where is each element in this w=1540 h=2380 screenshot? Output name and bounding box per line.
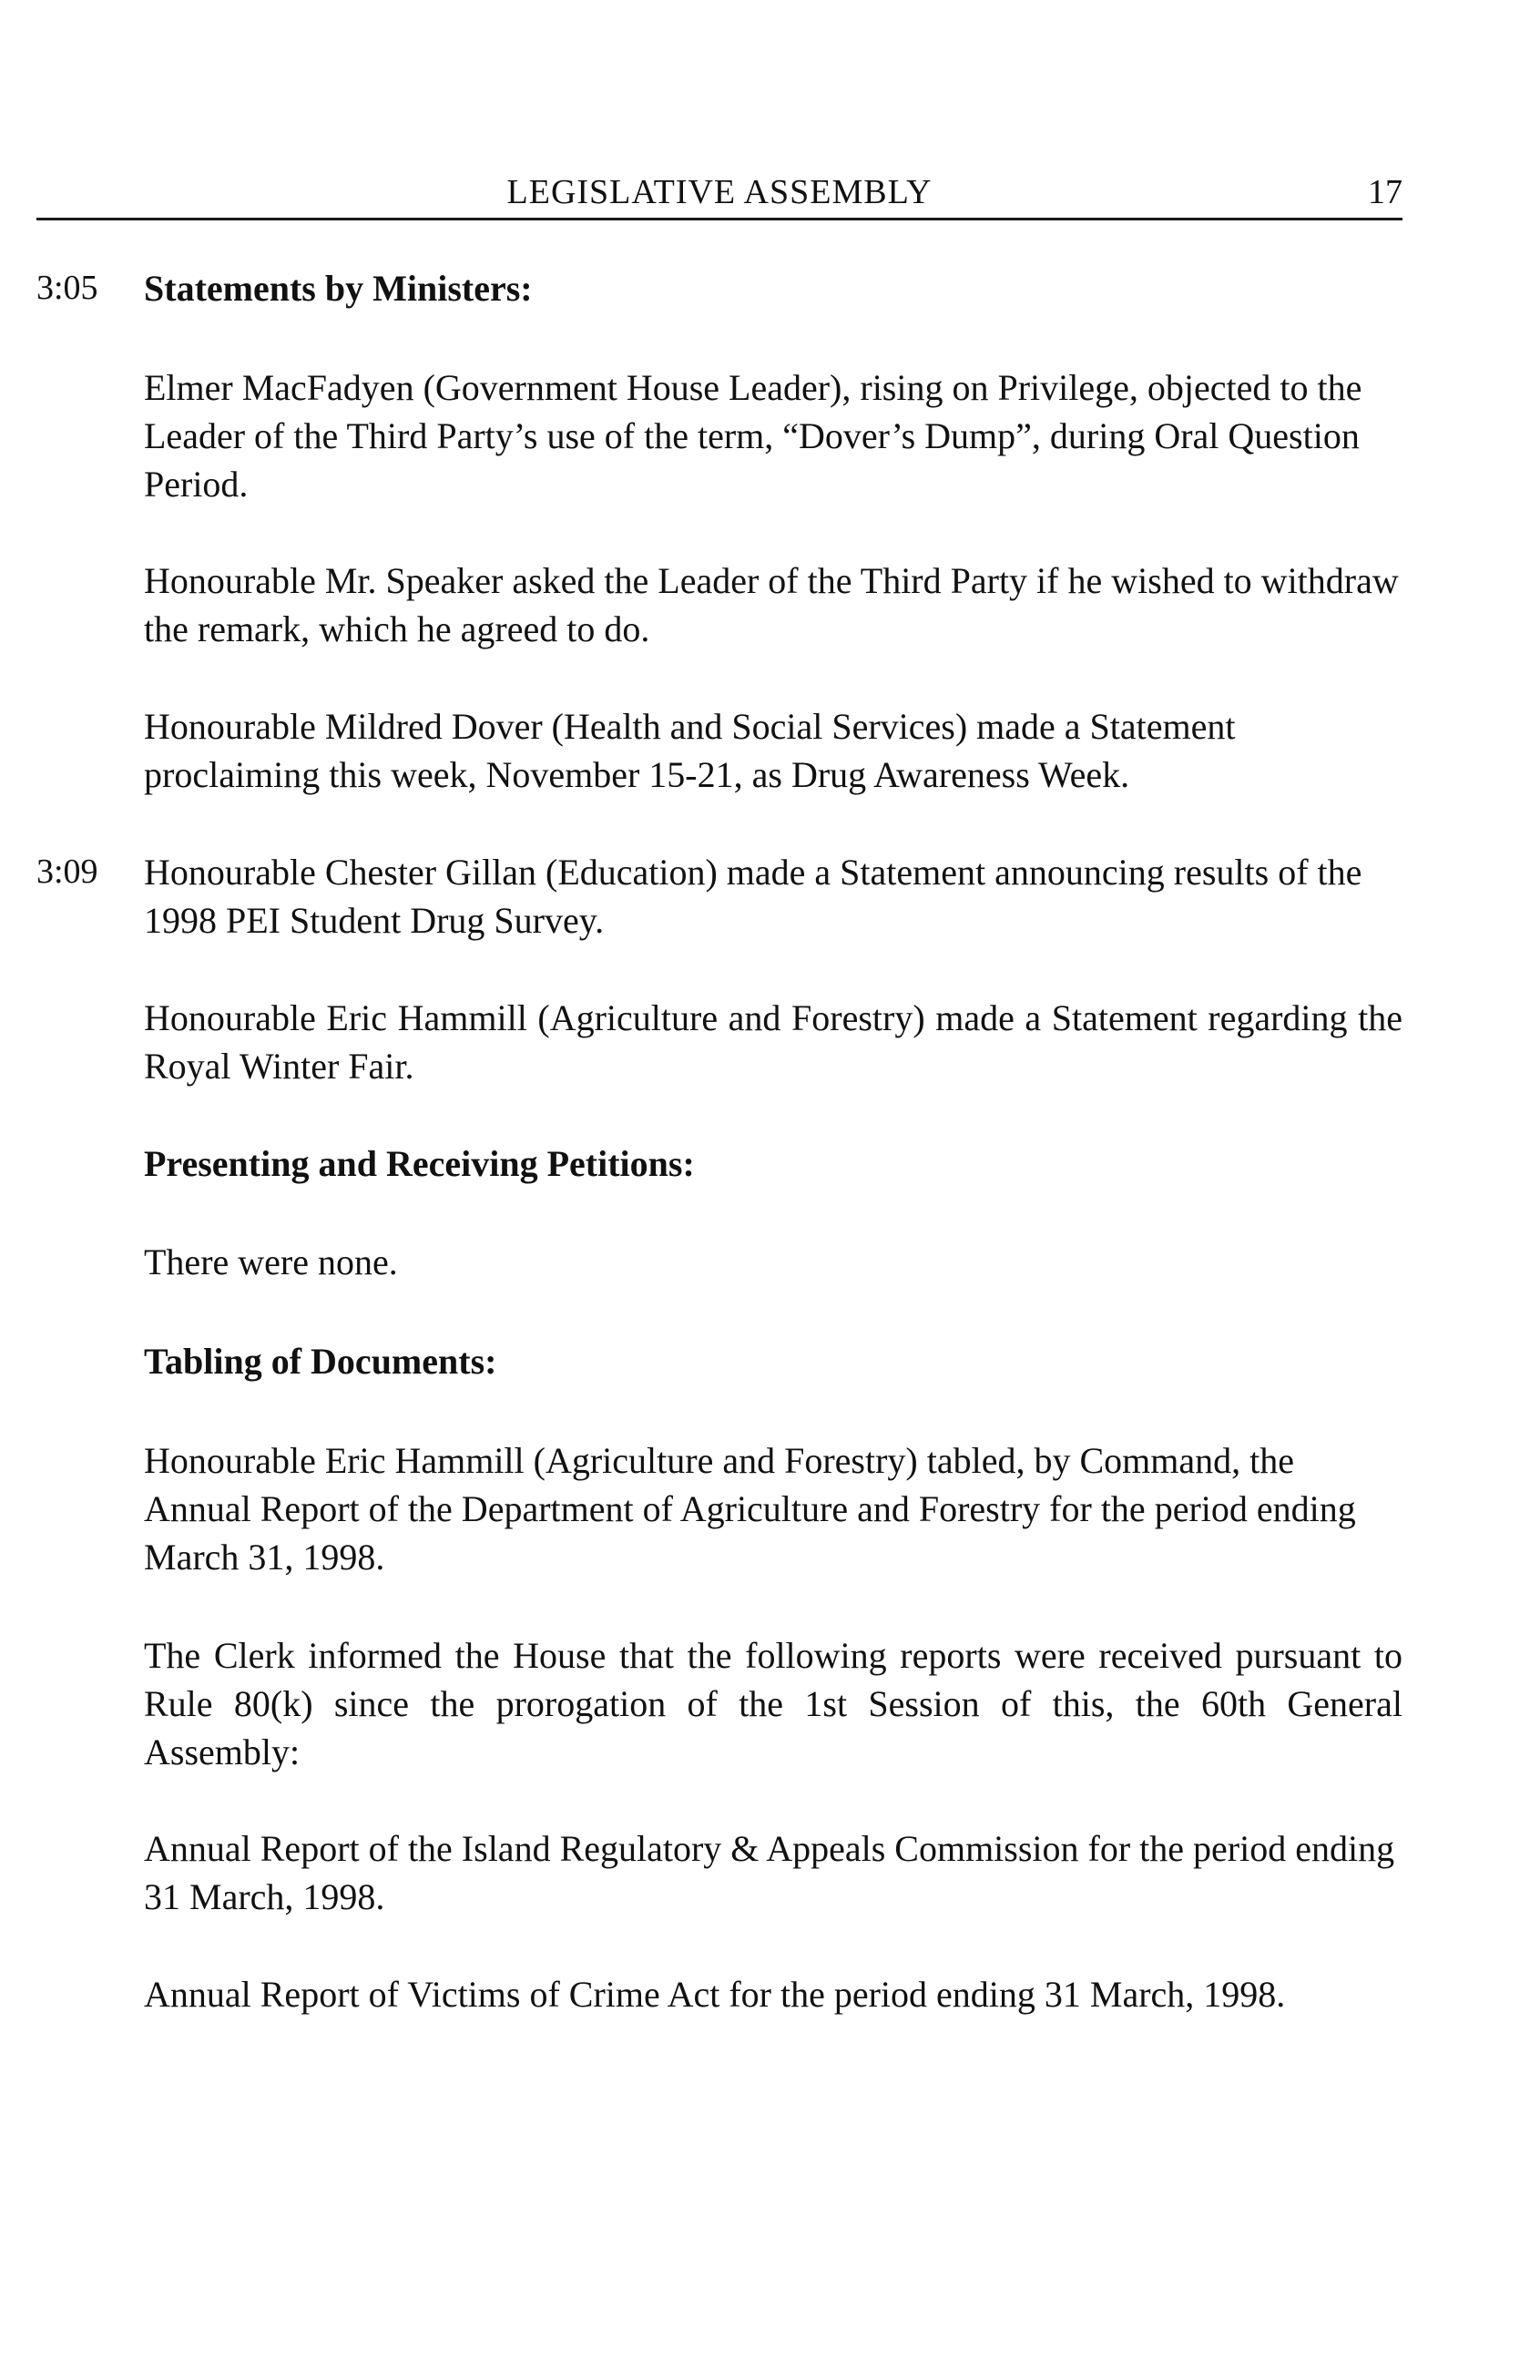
report-victims-of-crime: Annual Report of Victims of Crime Act for the period ending 31 March, 1998. (144, 1974, 1286, 2015)
paragraph-hammill-statement: Honourable Eric Hammill (Agriculture and Forestry) made a Statement regarding the Royal Winter Fair. (144, 997, 1402, 1087)
timestamp-3-05: 3:05 (36, 269, 98, 307)
statements-heading: Statements by Ministers: (144, 268, 533, 309)
page-number: 17 (1368, 173, 1402, 211)
tabling-heading: Tabling of Documents: (144, 1341, 497, 1382)
paragraph-gillan-statement: Honourable Chester Gillan (Education) made a Statement announcing results of the 1998 PEI Student Drug Survey. (144, 852, 1362, 941)
running-header (36, 167, 1402, 220)
petitions-text: There were none. (144, 1241, 398, 1282)
petitions-heading: Presenting and Receiving Petitions: (144, 1143, 695, 1184)
running-title: LEGISLATIVE ASSEMBLY (506, 173, 933, 211)
timestamp-3-09: 3:09 (36, 853, 98, 891)
paragraph-dover-statement: Honourable Mildred Dover (Health and Social Services) made a Statement proclaiming this week, November 15-21, as Drug Awareness Week. (144, 706, 1236, 795)
paragraph-speaker: Honourable Mr. Speaker asked the Leader of the Third Party if he wished to withdraw the remark, which he agreed to do. (144, 560, 1399, 649)
paragraph-tabled-report: Honourable Eric Hammill (Agriculture and Forestry) tabled, by Command, the Annual Report of the Department of Agriculture and Forestry for the period ending March 31, 1998. (144, 1440, 1356, 1578)
paragraph-privilege: Elmer MacFadyen (Government House Leader), rising on Privilege, objected to the Leader of the Third Party’s use of the term, “Dover’s Dump”, during Oral Question Period. (144, 367, 1362, 505)
report-irac: Annual Report of the Island Regulatory & Appeals Commission for the period ending 31 March, 1998. (144, 1828, 1395, 1917)
paragraph-clerk-informed: The Clerk informed the House that the following reports were received pursuant to Rule 80(k) since the prorogation of the 1st Session of this, the 60th General Assembly: (144, 1635, 1402, 1772)
